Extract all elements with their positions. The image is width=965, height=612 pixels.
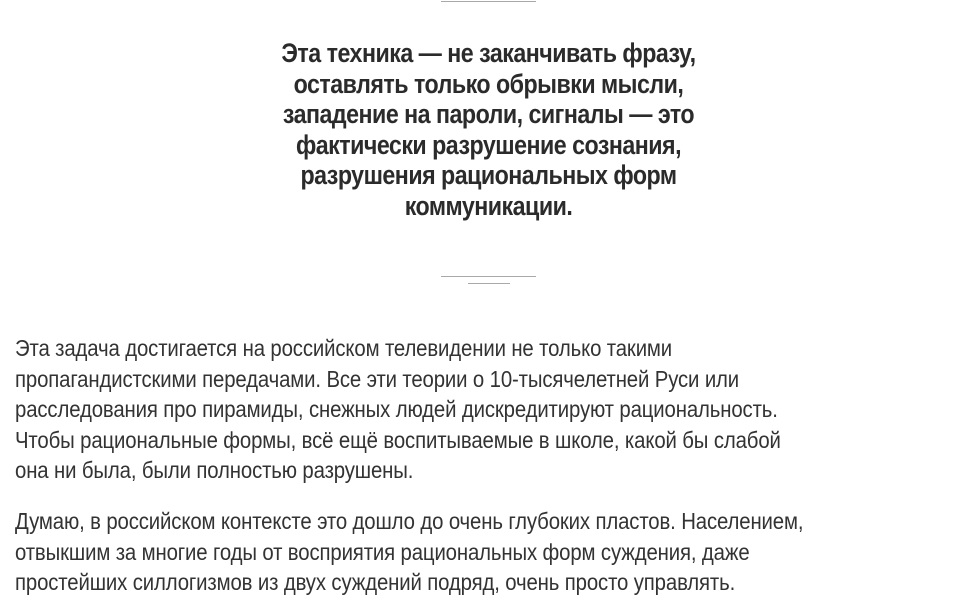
paragraph-line: расследования про пирамиды, снежных людей дискредитируют рациональность. [15, 396, 778, 423]
paragraph-line: простейших силлогизмов из двух суждений подряд, очень просто управлять. [15, 569, 736, 596]
article-paragraph-2 [15, 506, 865, 598]
quote-bottom-divider-short [468, 283, 510, 284]
paragraph-line: пропагандистскими передачами. Все эти теории о 10-тысячелетней Руси или [15, 365, 740, 392]
pull-quote-line: оставлять только обрывки мысли, [293, 68, 684, 99]
pull-quote-line: западение на пароли, сигналы — это [282, 99, 695, 130]
paragraph-line: Думаю, в российском контексте это дошло до очень глубоких пластов. Населением, [15, 508, 804, 534]
pull-quote [249, 38, 728, 222]
paragraph-line: она ни была, были полностью разрушены. [15, 457, 414, 484]
pull-quote-line: фактически разрушение сознания, [295, 129, 682, 160]
pull-quote-line: разрушения рациональных форм [300, 160, 677, 191]
quote-bottom-divider-long [441, 276, 536, 277]
quote-top-divider [441, 1, 536, 2]
article-paragraph-1 [15, 333, 865, 486]
pull-quote-line: Эта техника — не заканчивать фразу, [281, 38, 696, 68]
paragraph-line: Чтобы рациональные формы, всё ещё воспитываемые в школе, какой бы слабой [15, 426, 781, 453]
paragraph-line: Эта задача достигается на российском телевидении не только такими [15, 335, 673, 361]
pull-quote-line: коммуникации. [404, 190, 573, 221]
paragraph-line: отвыкшим за многие годы от восприятия рациональных форм суждения, даже [15, 538, 750, 565]
